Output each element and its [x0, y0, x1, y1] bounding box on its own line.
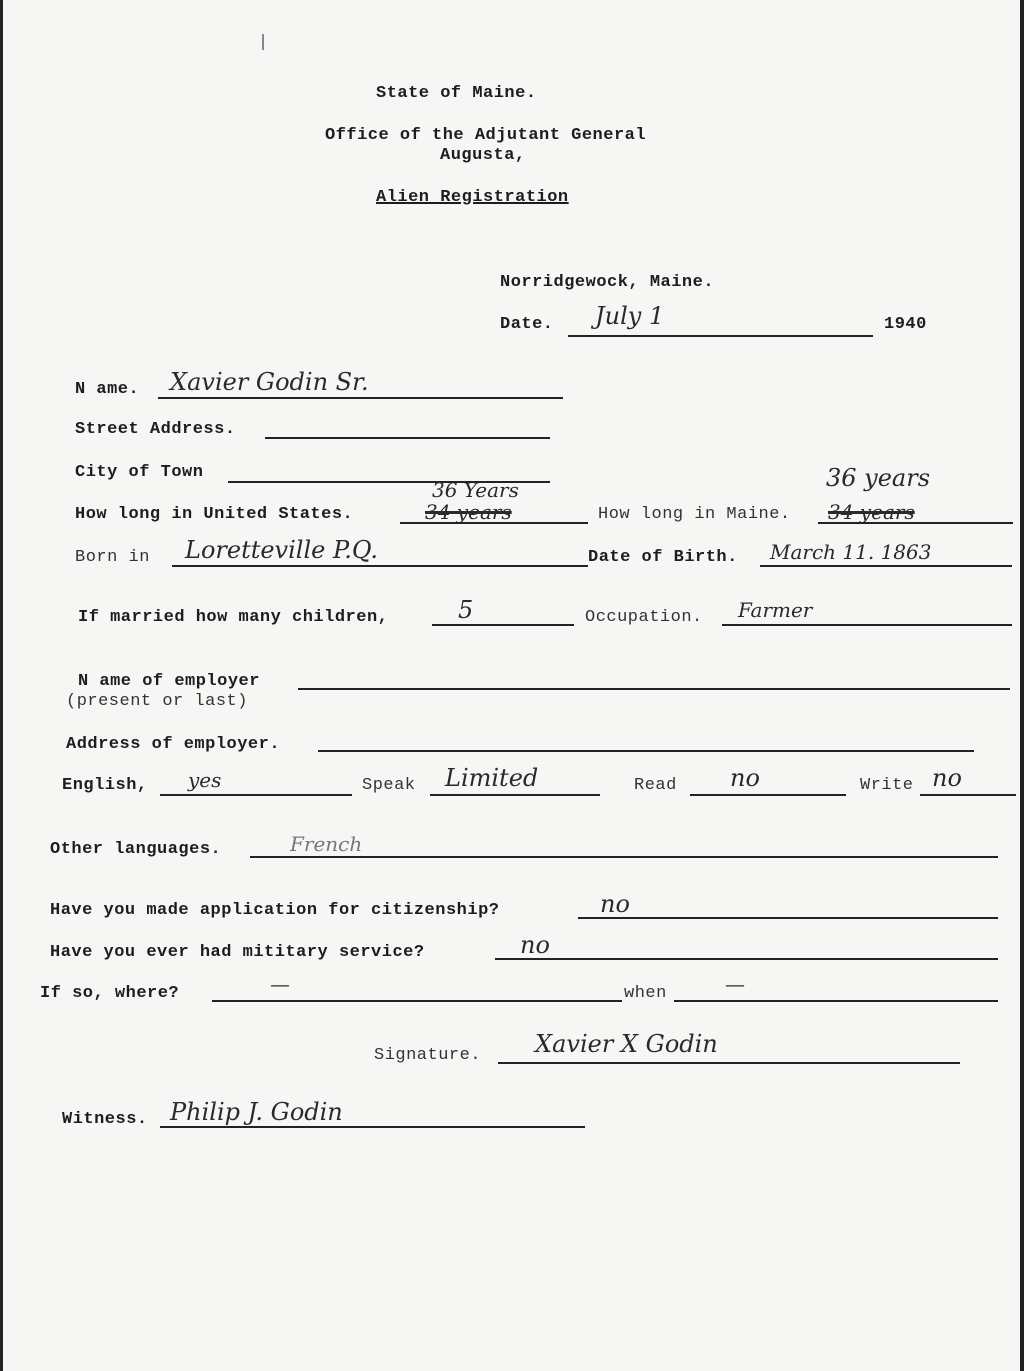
scan-mark	[262, 34, 264, 50]
city-label: City of Town	[75, 463, 204, 482]
witness-value: Philip J. Godin	[170, 1098, 343, 1126]
how-long-us-line	[400, 522, 588, 524]
speak-label: Speak	[362, 776, 416, 795]
form-title: Alien Registration	[376, 188, 569, 207]
when-label: when	[624, 984, 667, 1003]
name-value: Xavier Godin Sr.	[170, 368, 369, 396]
write-label: Write	[860, 776, 914, 795]
how-long-maine-correction: 36 years	[826, 464, 931, 492]
children-value: 5	[458, 596, 474, 624]
employer-name-line	[298, 688, 1010, 690]
read-value: no	[730, 764, 760, 792]
street-line	[265, 437, 550, 439]
military-label: Have you ever had mititary service?	[50, 943, 425, 962]
date-value: July 1	[595, 302, 665, 330]
witness-label: Witness.	[62, 1110, 148, 1129]
other-languages-value: French	[290, 832, 363, 856]
occupation-label: Occupation.	[585, 608, 703, 627]
employer-name-sublabel: (present or last)	[66, 692, 248, 711]
read-line	[690, 794, 846, 796]
signature-value: Xavier X Godin	[535, 1030, 718, 1058]
location-text: Norridgewock, Maine.	[500, 273, 715, 292]
how-long-maine-label: How long in Maine.	[598, 505, 791, 524]
read-label: Read	[634, 776, 677, 795]
english-label: English,	[62, 776, 148, 795]
citizenship-line	[578, 917, 998, 919]
signature-line	[498, 1062, 960, 1064]
other-languages-line	[250, 856, 998, 858]
date-year: 1940	[884, 315, 927, 334]
when-line	[674, 1000, 998, 1002]
where-line	[212, 1000, 622, 1002]
born-in-line	[172, 565, 588, 567]
english-line	[160, 794, 352, 796]
occupation-line	[722, 624, 1012, 626]
scan-edge-right	[1020, 0, 1024, 1371]
born-in-value: Loretteville P.Q.	[185, 536, 378, 564]
how-long-us-struck: 34 years	[425, 500, 512, 524]
employer-address-line	[318, 750, 974, 752]
born-in-label: Born in	[75, 548, 150, 567]
children-label: If married how many children,	[78, 608, 389, 627]
dob-label: Date of Birth.	[588, 548, 738, 567]
other-languages-label: Other languages.	[50, 840, 222, 859]
witness-line	[160, 1126, 585, 1128]
children-line	[432, 624, 574, 626]
employer-name-label: N ame of employer	[78, 672, 260, 691]
how-long-maine-struck: 34 years	[828, 500, 915, 524]
state-heading: State of Maine.	[376, 84, 537, 103]
speak-line	[430, 794, 600, 796]
occupation-value: Farmer	[738, 598, 813, 622]
street-label: Street Address.	[75, 420, 236, 439]
how-long-maine-line	[818, 522, 1013, 524]
date-line	[568, 335, 873, 337]
how-long-us-label: How long in United States.	[75, 505, 354, 524]
speak-value: Limited	[445, 764, 539, 792]
date-label: Date.	[500, 315, 554, 334]
name-line	[158, 397, 563, 399]
scan-edge-left	[0, 0, 3, 1371]
how-long-us-correction: 36 Years	[432, 478, 519, 502]
employer-address-label: Address of employer.	[66, 735, 281, 754]
citizenship-label: Have you made application for citizenship?	[50, 901, 500, 920]
citizenship-value: no	[600, 890, 630, 918]
office-heading: Office of the Adjutant General	[325, 126, 647, 145]
dob-value: March 11. 1863	[770, 540, 932, 564]
where-label: If so, where?	[40, 984, 180, 1003]
english-value: yes	[188, 768, 222, 792]
write-value: no	[932, 764, 962, 792]
signature-label: Signature.	[374, 1046, 482, 1065]
dob-line	[760, 565, 1012, 567]
when-value: —	[725, 972, 745, 996]
city-heading: Augusta,	[440, 146, 526, 165]
military-value: no	[520, 931, 550, 959]
military-line	[495, 958, 998, 960]
name-label: N ame.	[75, 380, 140, 399]
where-value: —	[270, 972, 290, 996]
write-line	[920, 794, 1016, 796]
